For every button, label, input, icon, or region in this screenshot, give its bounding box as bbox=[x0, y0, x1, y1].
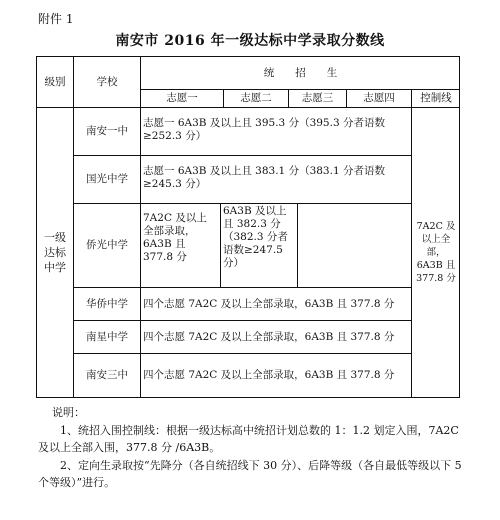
header-unified-admission: 统 招 生 bbox=[263, 66, 338, 79]
notes bbox=[38, 404, 468, 492]
school-name: 华侨中学 bbox=[86, 297, 128, 310]
school-name: 侨光中学 bbox=[86, 239, 128, 251]
header-level: 级别 bbox=[44, 75, 66, 88]
cutoff-choice-1: 7A2C 及以上全部录取，6A3B 且 377.8 分 bbox=[143, 212, 207, 263]
header-choice-4: 志愿四 bbox=[363, 92, 395, 104]
divider bbox=[411, 89, 412, 397]
cutoff-text: 志愿一 6A3B 及以上且 383.1 分（383.1 分者语数≥245.3 分） bbox=[143, 165, 385, 190]
school-name: 国光中学 bbox=[86, 173, 128, 185]
cutoff-text: 四个志愿 7A2C 及以上全部录取，6A3B 且 377.8 分 bbox=[143, 331, 395, 343]
school-name: 南星中学 bbox=[86, 330, 128, 343]
cutoff-text: 四个志愿 7A2C 及以上全部录取，6A3B 且 377.8 分 bbox=[143, 298, 395, 310]
header-control-line: 控制线 bbox=[420, 92, 452, 104]
level-value: 一级达标中学 bbox=[44, 231, 66, 274]
admission-table bbox=[36, 56, 460, 398]
header-choice-1: 志愿一 bbox=[166, 92, 198, 104]
cutoff-text: 四个志愿 7A2C 及以上全部录取，6A3B 且 377.8 分 bbox=[143, 369, 395, 381]
attachment-label: 附件 1 bbox=[38, 12, 74, 26]
page-title: 南安市 2016 年一级达标中学录取分数线 bbox=[115, 33, 385, 49]
header-choice-3: 志愿三 bbox=[301, 92, 334, 104]
header-school: 学校 bbox=[96, 75, 118, 88]
cutoff-choice-2: 6A3B 及以上且 382.3 分（382.3 分者语数≥247.5 分） bbox=[223, 205, 288, 269]
header-choice-2: 志愿二 bbox=[240, 92, 272, 104]
cutoff-text: 志愿一 6A3B 及以上且 395.3 分（395.3 分者语数≥252.3 分） bbox=[143, 117, 385, 142]
divider bbox=[140, 57, 141, 397]
control-line-value: 7A2C 及以上全部，6A3B 且 377.8 分 bbox=[416, 221, 456, 284]
notes-heading: 说明： bbox=[52, 406, 85, 419]
note-item: 2、定向生录取按“先降分（各自统招线下 30 分）、后降等级（各自最低等级以下 5 个等级）”进行。 bbox=[38, 458, 462, 489]
divider bbox=[297, 203, 298, 287]
divider bbox=[220, 203, 221, 287]
note-item: 1、统招入围控制线：根据一级达标高中统招计划总数的 1：1.2 划定入围，7A2C 及以上全部入围，377.8 分 /6A3B。 bbox=[38, 423, 459, 454]
school-name: 南安一中 bbox=[86, 125, 128, 137]
school-name: 南安三中 bbox=[86, 369, 128, 381]
